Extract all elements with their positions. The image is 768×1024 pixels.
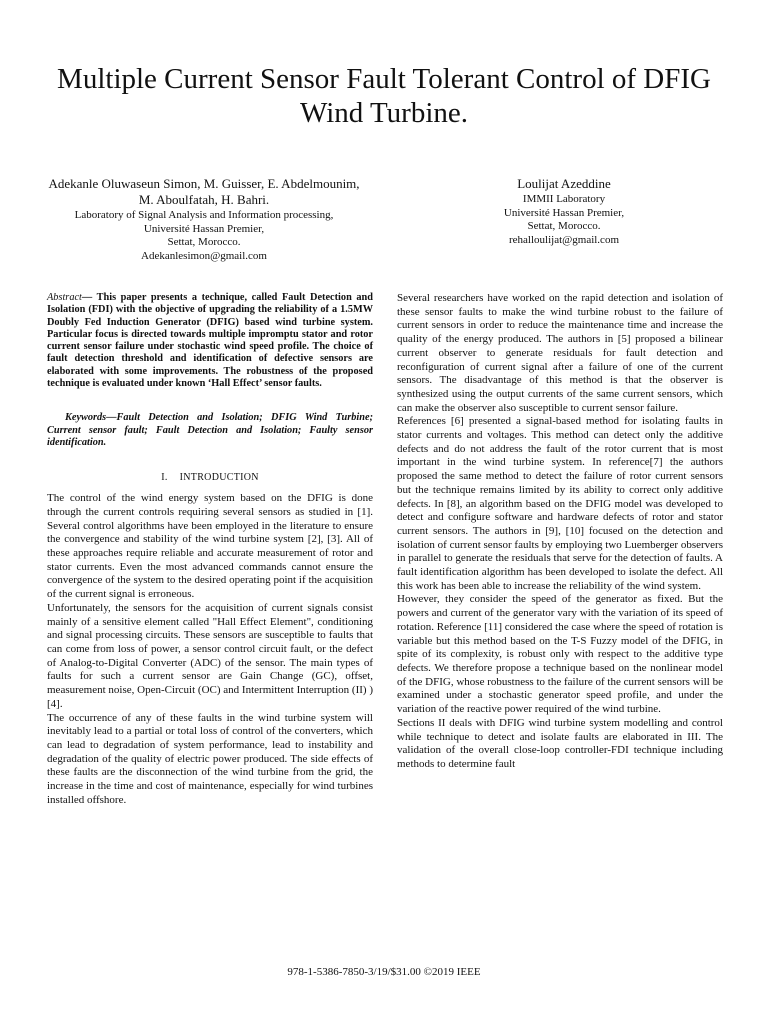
- body-paragraph: Unfortunately, the sensors for the acquisition of current signals consist mainly of a sensitive element called "Hall Effect Element", conditioning and signal processing circuits. These sensors are susceptible to faults that can come from loss of power, a sensor control circuit fault, or the defect of Analog-to-Digital Converter (ADC) of the sensor. The main types of faults for such a current sensor are Gain Change (GC), offset, measurement noise, Open-Circuit (OC) and Intermittent Interruption (II) ) [4].: [47, 601, 373, 710]
- body-paragraph: The occurrence of any of these faults in the wind turbine system will inevitably lead to a partial or total loss of control of the converters, which can lead to degradation of system performance, lead to instability and degradation of the quality of electric power produced. The side effects of these faults are the disconnection of the wind turbine from the grid, the increase in the time and cost of maintenance, especially for wind turbines installed offshore.: [47, 711, 373, 806]
- right-column: [397, 292, 723, 772]
- section-heading-introduction: [47, 471, 373, 484]
- abstract-label: Abstract: [47, 292, 82, 303]
- body-paragraph: Several researchers have worked on the rapid detection and isolation of these sensor faults to make the wind turbine robust to the failure of current sensors in order to reduce the maintenance time and increase the quality of the energy produced. The authors in [5] proposed a bilinear current observer to generate residuals for fault detection and reconfiguration of current signal after a failure of one of the current sensors. The disadvantage of this method is that the observer is synthesized using the output currents of the same current sensors, which can make the observer also susceptible to current sensor failure.: [397, 292, 723, 414]
- author-names-right: Loulijat Azeddine: [517, 176, 611, 191]
- abstract-text: — This paper presents a technique, called Fault Detection and Isolation (FDI) with the objective of upgrading the reliability of a 1.5MW Doubly Fed Induction Generator (DFIG) based wind turbine system. Particular focus is directed towards multiple impromptu stator and rotor current sensor failure under stochastic wind speed profile. The choice of fault detection threshold and identification of defective sensors are elaborated with some improvements. The robustness of the proposed technique is evaluated under known ‘Hall Effect’ sensor faults.: [47, 292, 373, 390]
- keywords: Keywords—Fault Detection and Isolation; DFIG Wind Turbine; Current sensor fault; Fault Detection and Isolation; Faulty sensor identification.: [47, 412, 373, 448]
- author-city-right: Settat, Morocco.: [527, 220, 601, 232]
- author-email-right: rehalloulijat@gmail.com: [508, 233, 620, 246]
- section-number: I.: [161, 472, 168, 484]
- author-city-left: Settat, Morocco.: [167, 236, 241, 248]
- author-block-right: [400, 176, 728, 247]
- author-lab-left: Laboratory of Signal Analysis and Information processing,: [74, 209, 334, 221]
- author-block-left: [40, 176, 368, 263]
- copyright-footer: 978-1-5386-7850-3/19/$31.00 ©2019 IEEE: [287, 966, 481, 978]
- author-email-left: Adekanlesimon@gmail.com: [141, 249, 267, 262]
- section-title: INTRODUCTION: [179, 472, 259, 484]
- left-column: [47, 292, 373, 807]
- author-names-left: Adekanle Oluwaseun Simon, M. Guisser, E. Abdelmounim, M. Aboulfatah, H. Bahri.: [48, 176, 360, 207]
- body-paragraph: The control of the wind energy system based on the DFIG is done through the current controls requiring several sensors as studied in [1]. Several control algorithms have been employed in the literature to ensure the convergence and stability of the wind turbine system [2], [3]. All of these approaches require reliable and accurate measurement of rotor and stator currents. Even the most advanced commands cannot ensure the convergence of the system to the desired operating point if the acquisition of the current signal is erroneous.: [47, 492, 373, 601]
- author-lab-right: IMMII Laboratory: [522, 193, 606, 205]
- author-university-left: Université Hassan Premier,: [143, 222, 265, 235]
- body-paragraph: Sections II deals with DFIG wind turbine system modelling and control while technique to detect and isolate faults are elaborated in III. The validation of the overall close-loop controller-FDI technique including methods to determine fault: [397, 716, 723, 770]
- body-paragraph: However, they consider the speed of the generator as fixed. But the powers and current of the generator vary with the variation of its speed of rotation. Reference [11] considered the case where the speed of rotation is variable but this method based on the T-S Fuzzy model of the DFIG, in spite of its complexity, is robust only with respect to the additive type defects. We therefore propose a technique based on the nonlinear model of the DFIG, whose robustness to the failure of the current sensors will be examined under a stochastic generator speed profile, and under the variation of the reactive power required of the wind turbine.: [397, 593, 723, 716]
- paper-title: Multiple Current Sensor Fault Tolerant Control of DFIG Wind Turbine.: [57, 63, 711, 129]
- abstract: [47, 292, 373, 390]
- author-university-right: Université Hassan Premier,: [503, 206, 625, 219]
- body-paragraph: References [6] presented a signal-based method for isolating faults in stator currents and voltages. This method can detect only the additive defects and do not address the fault of the rotor current that is most important in the wind turbine system. In reference[7] the authors proposed the same method to detect the failure of rotor current sensors but the technique remains limited by its ability to correct only additive defects. In [8], an algorithm based on the DFIG model was developed to detect and configure software and hardware defects of rotor and stator current sensors. The authors in [9], [10] focused on the detection and isolation of current sensor faults by employing two Luemberger observers in parallel to generate the residuals that serve for the detection of faults. A fault identification algorithm has been developed to isolate the defect. All this work has been able to increase the reliability of the wind system.: [397, 415, 723, 592]
